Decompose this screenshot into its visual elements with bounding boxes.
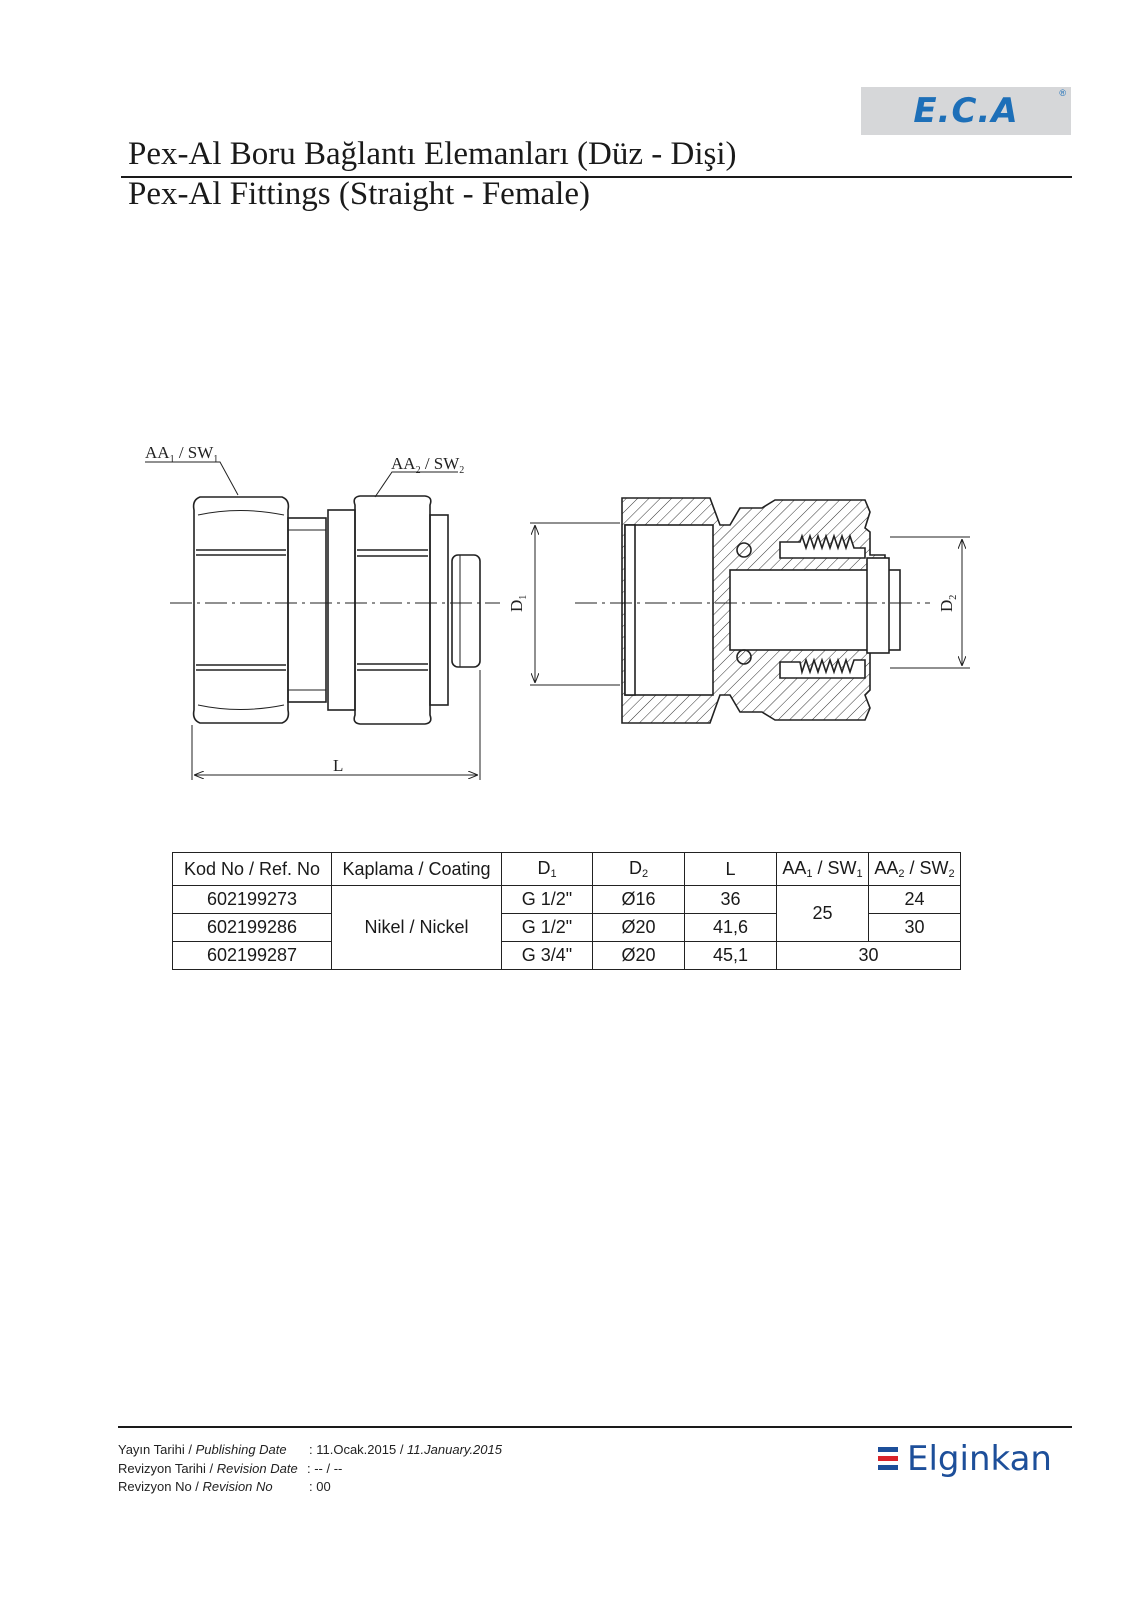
col-d2: $D_2$: [593, 853, 685, 886]
revision-no-value: : 00: [309, 1479, 331, 1494]
cell-d2: Ø20: [593, 914, 685, 942]
publish-label-en: Publishing Date: [195, 1442, 287, 1457]
label-aa2-sw2: $AA_2 / SW_2$: [391, 454, 465, 476]
cell-d1: G 1/2": [502, 886, 593, 914]
col-d1: $D_1$: [502, 853, 593, 886]
label-l: L: [333, 756, 344, 775]
elginkan-bar-bottom: [878, 1465, 898, 1470]
cell-aa2-sw2: 30: [869, 914, 961, 942]
elginkan-bar-top: [878, 1447, 898, 1452]
cell-d2: Ø20: [593, 942, 685, 970]
cell-ref: 602199286: [173, 914, 332, 942]
registered-mark: ®: [1059, 88, 1066, 98]
col-ref: Kod No / Ref. No: [173, 853, 332, 886]
cell-aa2-sw2: 24: [869, 886, 961, 914]
col-aa2-sw2: $AA_2 / SW_2$: [869, 853, 961, 886]
section-view: [530, 498, 970, 723]
eca-logo: [861, 87, 1071, 135]
page-title-tr: Pex-Al Boru Bağlantı Elemanları (Düz - Dişi): [128, 136, 737, 172]
col-l: L: [685, 853, 777, 886]
cell-sw-merged: 30: [777, 942, 961, 970]
cell-coating: Nikel / Nickel: [332, 886, 502, 970]
table-row: [173, 886, 961, 914]
col-aa1-sw1: $AA_1 / SW_1$: [777, 853, 869, 886]
publish-value-tr: : 11.Ocak.2015 /: [309, 1442, 408, 1457]
side-view: [145, 462, 500, 780]
spec-table: [172, 852, 961, 970]
fitting-technical-drawing: [130, 440, 1010, 810]
cell-d1: G 3/4": [502, 942, 593, 970]
revision-no-label-en: Revision No: [202, 1479, 273, 1494]
table-header-row: [173, 853, 961, 886]
footer-divider: [118, 1426, 1072, 1428]
elginkan-logo: [878, 1441, 1078, 1485]
cell-ref: 602199273: [173, 886, 332, 914]
cell-d2: Ø16: [593, 886, 685, 914]
elginkan-bar-mid: [878, 1456, 898, 1461]
cell-l: 41,6: [685, 914, 777, 942]
publish-value-en: 11.January.2015: [407, 1442, 502, 1457]
revision-date-label-tr: Revizyon Tarihi /: [118, 1460, 217, 1476]
col-coating: Kaplama / Coating: [332, 853, 502, 886]
eca-logo-text: E.C.A: [913, 91, 1019, 131]
table-row: [173, 942, 961, 970]
label-aa1-sw1: $AA_1 / SW_1$: [145, 443, 219, 465]
revision-no-label-tr: Revizyon No /: [118, 1479, 203, 1494]
page-title-en: Pex-Al Fittings (Straight - Female): [128, 176, 590, 212]
cell-l: 45,1: [685, 942, 777, 970]
label-d1: $D_1$: [507, 594, 529, 612]
label-d2: $D_2$: [937, 594, 959, 612]
revision-date-value: : -- / --: [307, 1460, 343, 1476]
cell-d1: G 1/2": [502, 914, 593, 942]
publish-label-tr: Yayın Tarihi /: [118, 1442, 196, 1457]
revision-date-label-en: Revision Date: [216, 1460, 298, 1476]
elginkan-logo-text: Elginkan: [907, 1439, 1052, 1479]
cell-l: 36: [685, 886, 777, 914]
cell-ref: 602199287: [173, 942, 332, 970]
cell-aa1-sw1: 25: [777, 886, 869, 942]
